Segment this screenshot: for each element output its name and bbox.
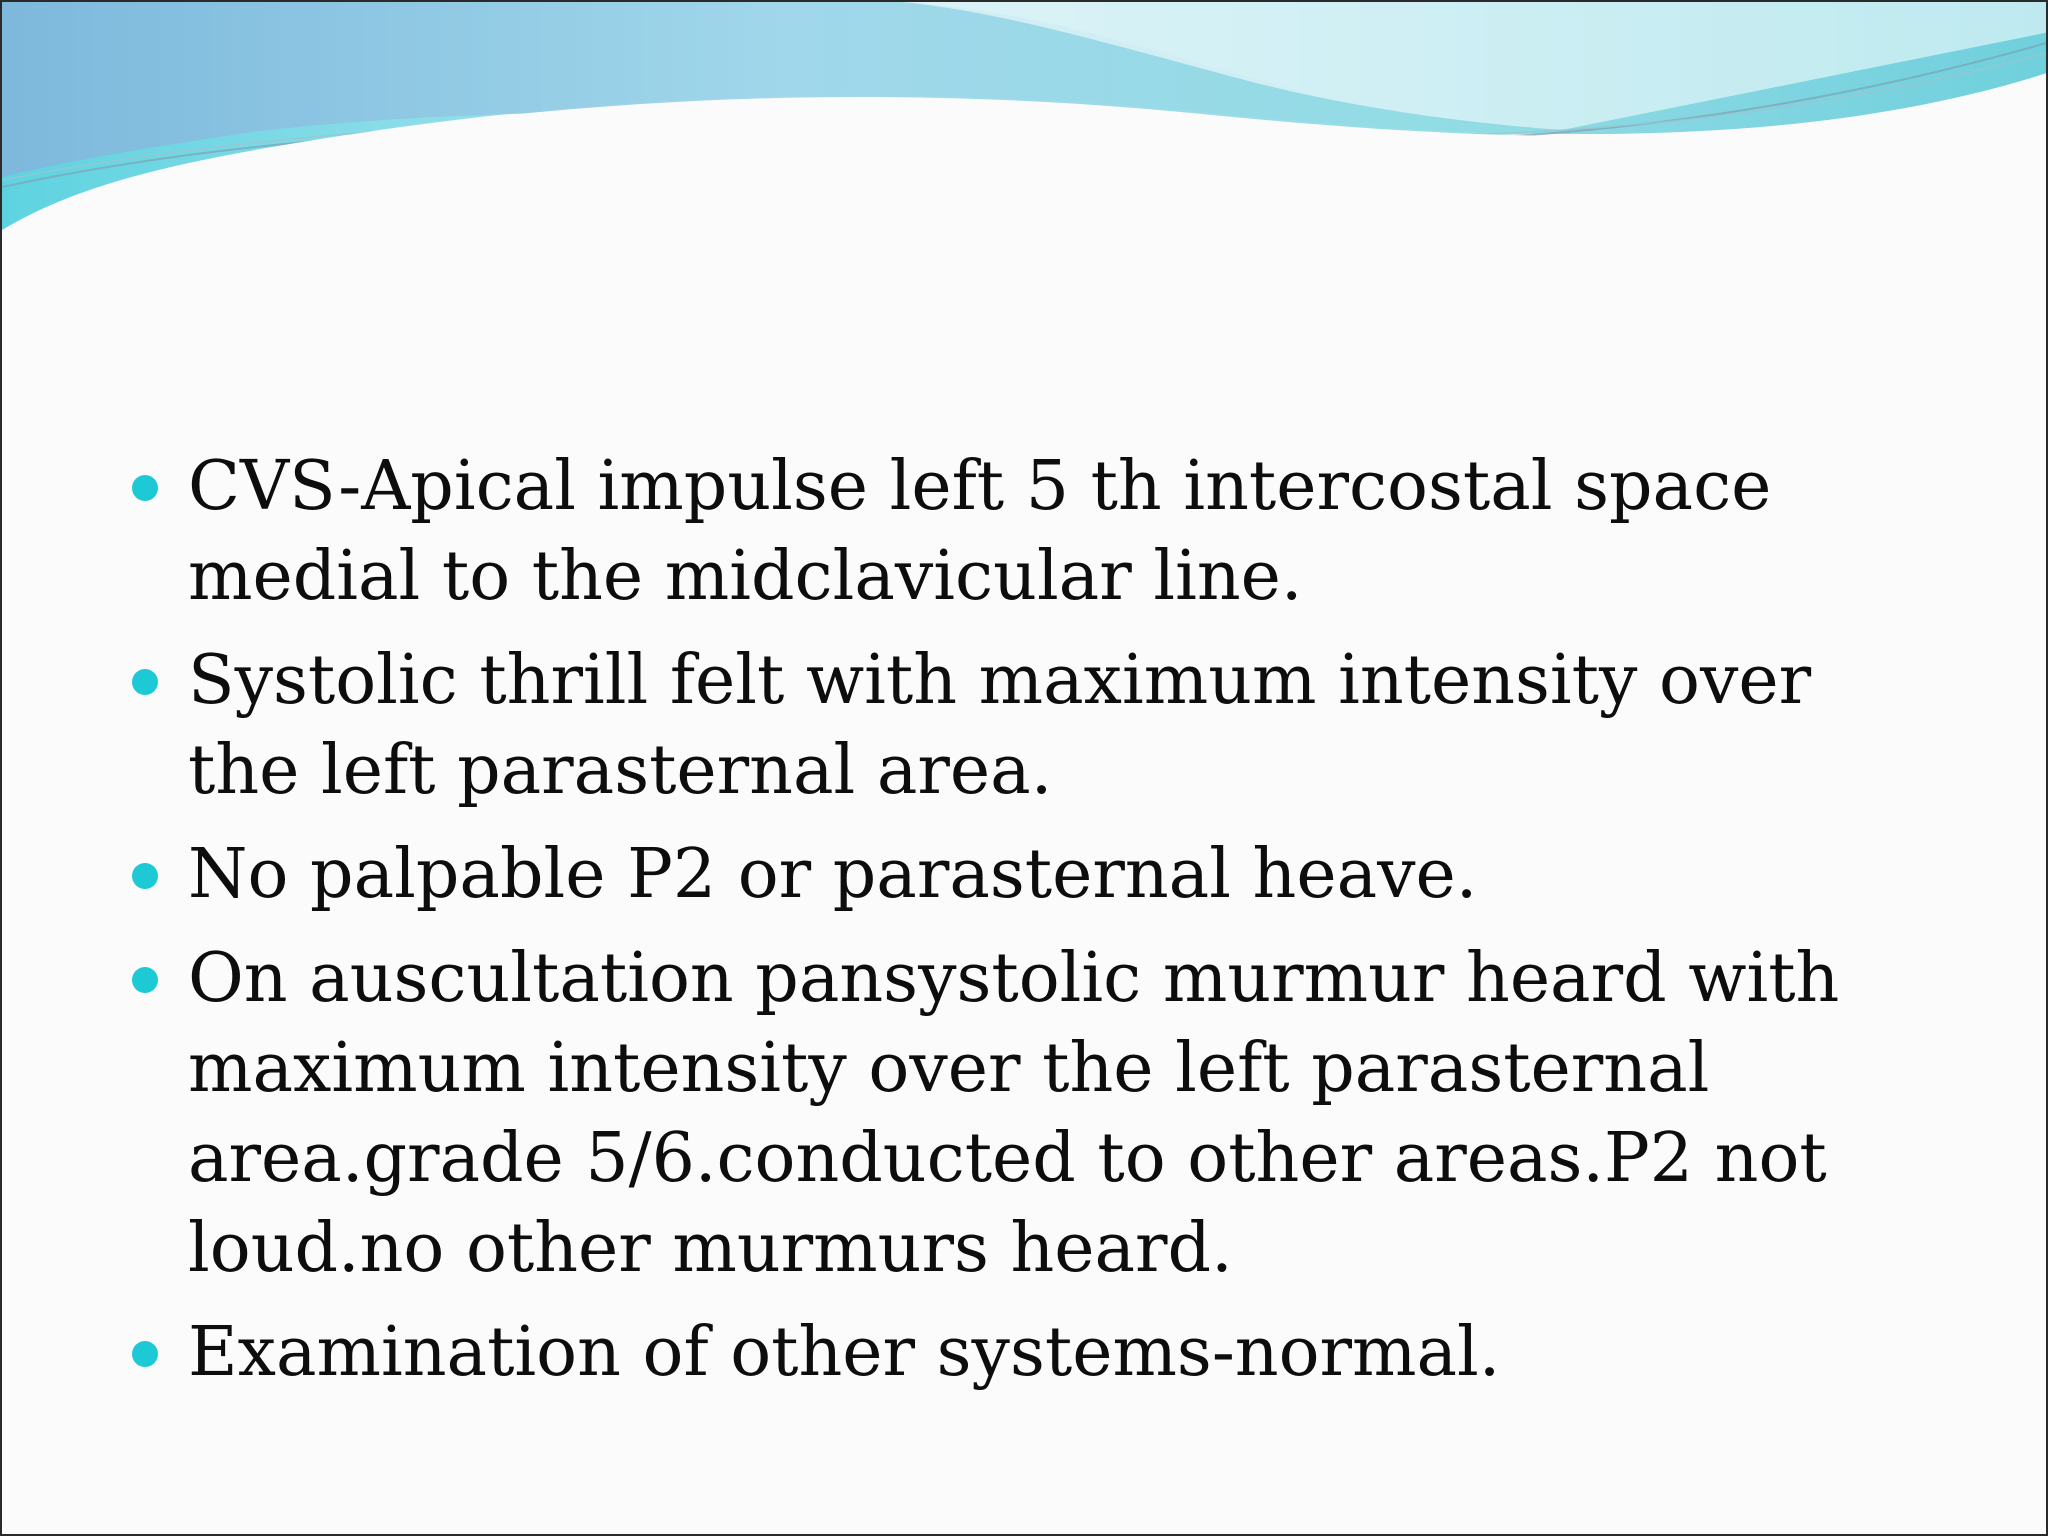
bullet-dot-icon [132, 863, 158, 889]
bullet-item [126, 442, 1926, 622]
slide-body [126, 442, 1926, 1412]
bullet-text: CVS-Apical impulse left 5 th intercostal space medial to the midclavicular line. [188, 447, 1772, 616]
bullet-text: Systolic thrill felt with maximum intensity over the left parasternal area. [188, 641, 1812, 810]
bullet-dot-icon [132, 669, 158, 695]
bullet-dot-icon [132, 967, 158, 993]
bullet-text: Examination of other systems-normal. [188, 1313, 1501, 1392]
header-wave-decoration [2, 2, 2048, 242]
bullet-text: On auscultation pansystolic murmur heard with maximum intensity over the left parasternal area.grade 5/6.conducted to other areas.P2 not loud.no other murmurs heard. [188, 939, 1840, 1288]
bullet-dot-icon [132, 1341, 158, 1367]
bullet-item [126, 636, 1926, 816]
bullet-item [126, 934, 1926, 1294]
bullet-item [126, 1308, 1926, 1398]
bullet-text: No palpable P2 or parasternal heave. [188, 835, 1478, 914]
bullet-item [126, 830, 1926, 920]
bullet-dot-icon [132, 475, 158, 501]
bullet-list [126, 442, 1926, 1398]
